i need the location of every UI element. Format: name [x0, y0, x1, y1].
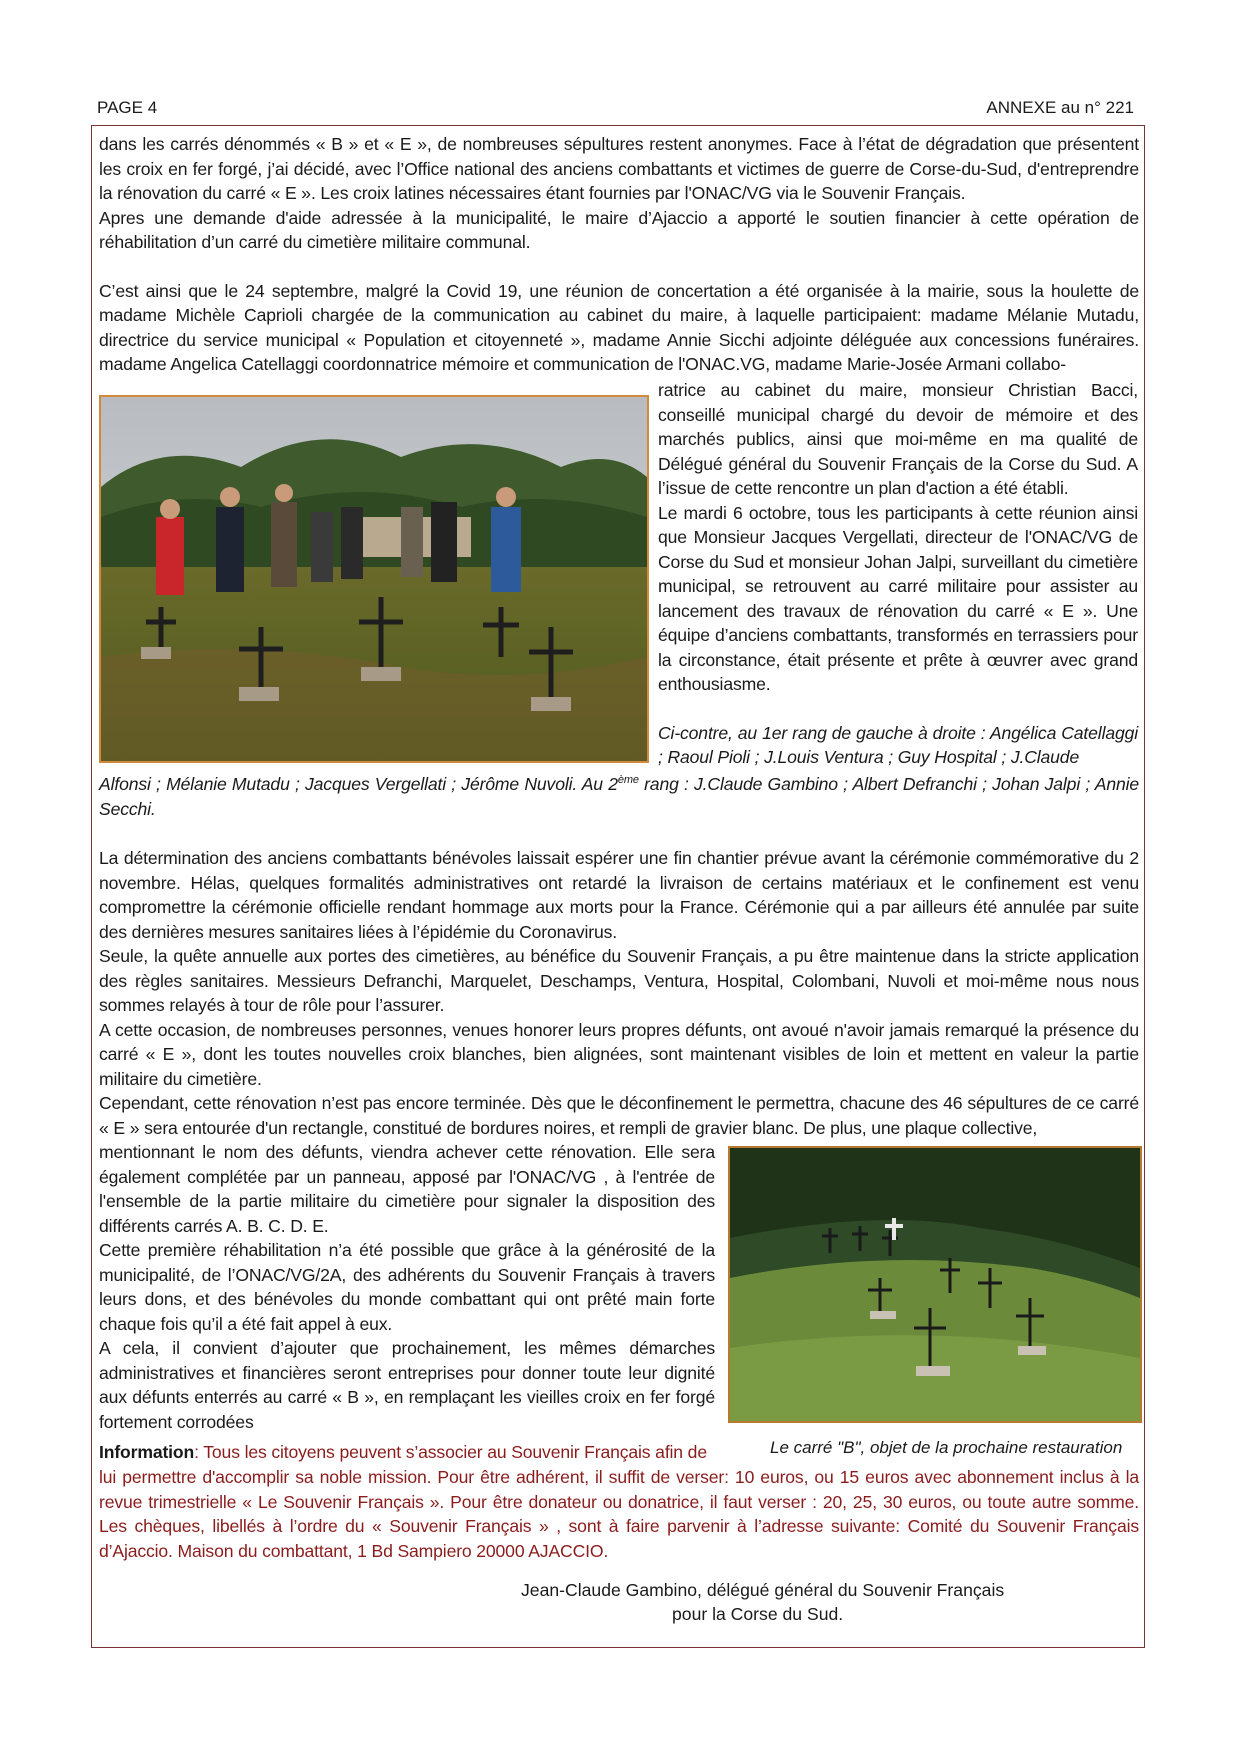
- photo-caption-2: Le carré "B", objet de la prochaine restauration: [770, 1438, 1123, 1457]
- paragraph: Cette première réhabilitation n’a été possible que grâce à la générosité de la municipalité, de l’ONAC/VG/2A, des adhérents du Souvenir Français à travers leurs dons, et des bénévoles du monde combattant qui ont prêté main forte chaque fois qu’il a été fait appel à eux.: [99, 1240, 715, 1334]
- carre-b-photo: [728, 1146, 1142, 1423]
- photo-caption: Ci-contre, au 1er rang de gauche à droite : Angélica Catellaggi ; Raoul Pioli ; J.Louis Ventura ; Guy Hospital ; J.Claude: [658, 722, 1138, 767]
- information-colon: :: [194, 1442, 204, 1462]
- paragraph: ratrice au cabinet du maire, monsieur Christian Bacci, conseillé municipal chargé du devoir de mémoire et des marchés publics, ainsi que moi-même en ma qualité de Délégué général du Souvenir Français de la Corse du Sud. A l’issue de cette rencontre un plan d'action a été établi.: [658, 380, 1138, 498]
- information-first-line: [99, 1440, 739, 1465]
- information-text: Tous les citoyens peuvent s’associer au Souvenir Français afin de: [203, 1442, 707, 1462]
- intro-text: [99, 132, 1139, 377]
- column-text: [658, 378, 1138, 770]
- annex-number: ANNEXE au n° 221: [986, 98, 1134, 117]
- caption-superscript: ème: [617, 774, 639, 787]
- paragraph: A cette occasion, de nombreuses personnes, venues honorer leurs propres défunts, ont avoué n'avoir jamais remarqué la présence du carré « E », dont les toutes nouvelles croix blanches, bien alignées, sont maintenant visibles de loin et mettent en valeur la partie militaire du cimetière.: [99, 1019, 1139, 1089]
- information-label: Information: [99, 1442, 195, 1462]
- body-text: [99, 846, 1139, 1140]
- paragraph: lui permettre d'accomplir sa noble mission. Pour être adhérent, il suffit de verser: 10 euros, ou 15 euros avec abonnement inclus à la revue trimestrielle « Le Souvenir Français ». Pour être donateur ou donatrice, il faut verser : 20, 25, 30 euros, ou toute autre somme. Les chèques, libellés à l’ordre du « Souvenir Français » , sont à faire parvenir à l’adresse suivante: Comité du Souvenir Français d’Ajaccio. Maison du combattant, 1 Bd Sampiero 20000 AJACCIO.: [99, 1467, 1139, 1561]
- column-text-2: [99, 1140, 715, 1434]
- paragraph: Seule, la quête annuelle aux portes des cimetières, au bénéfice du Souvenir Français, a pu être maintenue dans la stricte application des règles sanitaires. Messieurs Defranchi, Marquelet, Deschamps, Ventura, Hospital, Colombani, Nuvoli et moi-même nous nous sommes relayés à tour de rôle pour l’assurer.: [99, 946, 1139, 1015]
- information-text-rest: [99, 1465, 1139, 1563]
- paragraph: Cependant, cette rénovation n’est pas encore terminée. Dès que le déconfinement le permettra, chacune des 46 sépultures de ce carré « E » sera entourée d'un rectangle, constitué de bordures noires, et rempli de gravier blanc. De plus, une plaque collective,: [99, 1093, 1139, 1138]
- paragraph: dans les carrés dénommés « B » et « E », de nombreuses sépultures restent anonymes. Face à l’état de dégradation que présentent les croix en fer forgé, j’ai décidé, avec l’Office national des anciens combattants et victimes de guerre de Corse-du-Sud, d'entreprendre la rénovation du carré « E ». Les croix latines nécessaires étant fournies par l'ONAC/VG via le Souvenir Français.: [99, 134, 1139, 203]
- signature-line-2: pour la Corse du Sud.: [672, 1604, 844, 1624]
- caption-part: rang : J.Claude Gambino ; Albert Defranchi ; Johan Jalpi ; Annie Secchi.: [99, 774, 1139, 819]
- cemetery-group-image: [101, 397, 647, 761]
- page-number: PAGE 4: [97, 98, 158, 117]
- photo-caption-continued: [99, 772, 1139, 821]
- paragraph: A cela, il convient d’ajouter que prochainement, les mêmes démarches administratives et financières seront entreprises pour donner toute leur dignité aux défunts enterrés au carré « B », en remplaçant les vieilles croix en fer forgé fortement corrodées: [99, 1338, 715, 1432]
- carre-b-image: [730, 1148, 1140, 1421]
- caption-part: Alfonsi ; Mélanie Mutadu ; Jacques Vergellati ; Jérôme Nuvoli. Au 2: [99, 774, 618, 794]
- paragraph: Le mardi 6 octobre, tous les participants à cette réunion ainsi que Monsieur Jacques Vergellati, directeur de l'ONAC/VG de Corse du Sud et monsieur Johan Jalpi, surveillant du cimetière municipal, se retrouvent au carré militaire pour assister au lancement des travaux de rénovation du carré « E ». Une équipe d’anciens combattants, transformés en terrassiers pour la circonstance, était présente et prête à œuvrer avec grand enthousiasme.: [658, 502, 1138, 694]
- paragraph: Apres une demande d'aide adressée à la municipalité, le maire d’Ajaccio a apporté le soutien financier à cette opération de réhabilitation d’un carré du cimetière militaire communal.: [99, 207, 1139, 252]
- paragraph: C’est ainsi que le 24 septembre, malgré la Covid 19, une réunion de concertation a été organisée à la mairie, sous la houlette de madame Michèle Caprioli chargée de la communication au cabinet du maire, à laquelle participaient: madame Mélanie Mutadu, directrice du service municipal « Population et citoyenneté », madame Annie Sicchi adjointe déléguée aux concessions funéraires. madame Angelica Catellaggi coordonnatrice mémoire et communication de l'ONAC.VG, madame Marie-Josée Armani collabo-: [99, 280, 1139, 374]
- paragraph: La détermination des anciens combattants bénévoles laissait espérer une fin chantier prévue avant la cérémonie commémorative du 2 novembre. Hélas, quelques formalités administratives ont retardé la livraison de certains matériaux et le confinement est venu compromettre la cérémonie officielle rendant hommage aux morts pour la France. Cérémonie qui a par ailleurs été annulée par suite des dernières mesures sanitaires liées à l’épidémie du Coronavirus.: [99, 848, 1139, 942]
- paragraph: mentionnant le nom des défunts, viendra achever cette rénovation. Elle sera également complétée par un panneau, apposé par l'ONAC/VG , à l'entrée de l'ensemble de la partie militaire du cimetière pour signaler la disposition des différents carrés A. B. C. D. E.: [99, 1142, 715, 1236]
- signature-line-1: Jean-Claude Gambino, délégué général du Souvenir Français: [521, 1580, 1005, 1600]
- group-photo: [99, 395, 649, 763]
